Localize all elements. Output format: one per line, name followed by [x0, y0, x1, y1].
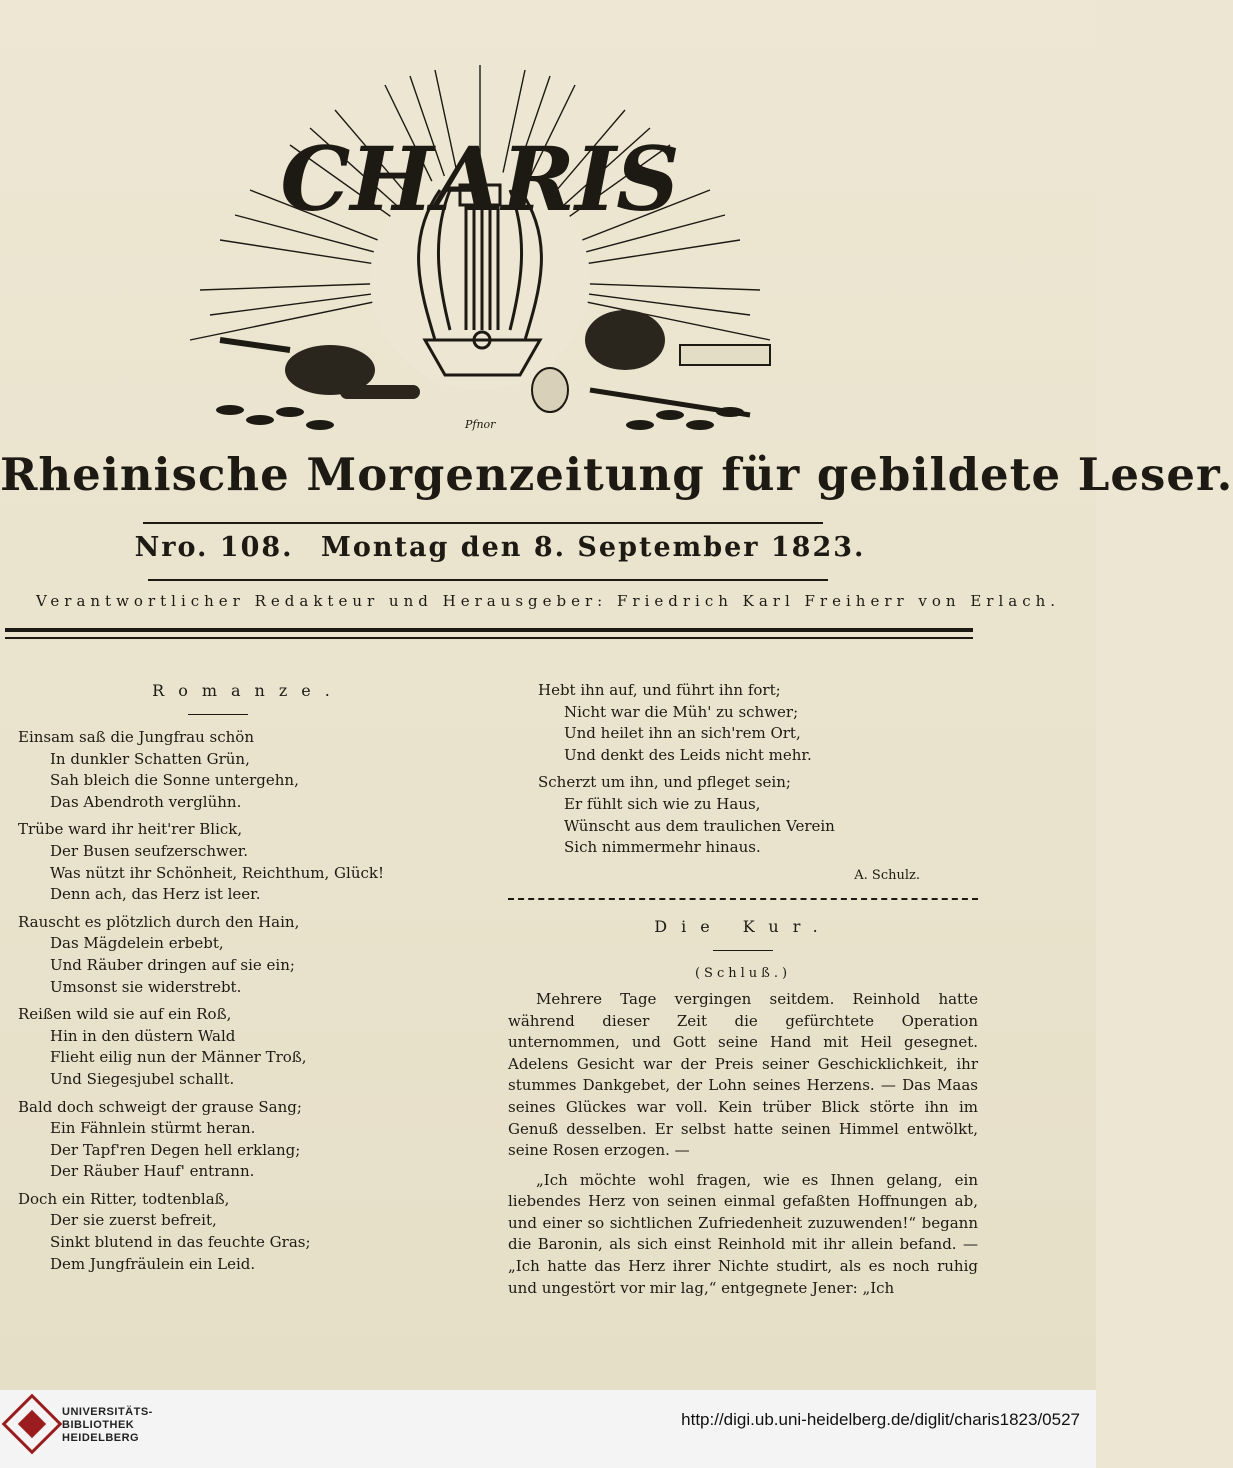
editor-line: Verantwortlicher Redakteur und Herausgeber: Friedrich Karl Freiherr von Erlach. — [35, 592, 1061, 610]
verse-line: Dem Jungfräulein ein Leid. — [50, 1254, 256, 1273]
verse-line: Trübe ward ihr heit'rer Blick, — [18, 820, 243, 839]
right-column — [508, 680, 978, 1307]
stanza — [18, 912, 478, 998]
verse-line: Das Abendroth verglühn. — [50, 792, 242, 811]
story-title: Die Kur. — [654, 917, 832, 937]
verse-line: Bald doch schweigt der grause Sang; — [18, 1097, 302, 1116]
verse-line: Wünscht aus dem traulichen Verein — [564, 816, 835, 835]
verse-line: Nicht war die Müh' zu schwer; — [564, 702, 799, 721]
stanza — [18, 1189, 478, 1275]
verse-line: Der Tapf'ren Degen hell erklang; — [50, 1140, 301, 1159]
verse-line: Hebt ihn auf, und führt ihn fort; — [538, 681, 781, 699]
verse-line: Doch ein Ritter, todtenblaß, — [18, 1189, 230, 1208]
verse-line: Sich nimmermehr hinaus. — [564, 838, 761, 857]
library-logo-icon — [10, 1402, 54, 1446]
library-name-line: BIBLIOTHEK — [62, 1419, 135, 1431]
verse-line: Sinkt blutend in das feuchte Gras; — [50, 1233, 311, 1252]
title-rule — [143, 522, 823, 524]
verse-line: Hin in den düstern Wald — [50, 1026, 236, 1045]
story-subtitle: (Schluß.) — [694, 966, 792, 982]
library-name-line: UNIVERSITÄTS- — [62, 1406, 153, 1418]
verse-line: Der Busen seufzerschwer. — [50, 841, 249, 860]
masthead-engraving — [150, 40, 810, 445]
verse-line: Der Räuber Hauf' entrann. — [50, 1162, 255, 1181]
source-url[interactable]: http://digi.ub.uni-heidelberg.de/diglit/charis1823/0527 — [681, 1410, 1080, 1429]
issue-date: Montag den 8. September 1823. — [320, 532, 866, 563]
verse-line: Rauscht es plötzlich durch den Hain, — [18, 912, 300, 931]
library-name — [62, 1406, 153, 1445]
poem-title: Romanze. — [152, 681, 344, 700]
story-paragraph — [508, 989, 978, 1162]
header-double-rule-bottom — [5, 637, 973, 639]
verse-line: Was nützt ihr Schönheit, Reichthum, Glück! — [50, 863, 384, 882]
verse-line: Einsam saß die Jungfrau schön — [18, 728, 254, 746]
paragraph-text: Mehrere Tage vergingen seitdem. Reinhold hatte während dieser Zeit die gefürchtete Operation unternommen, und Gott seine Hand mit Heil gesegnet. Adelens Gesicht war der Preis seiner Geschicklichkeit, ihr stummes Dankgebet, der Lohn seines Herzens. — Das Maas seines Glückes war voll. Kein trüber Blick störte ihn im Genuß desselben. Er selbst hatte seinen Himmel entwölkt, seine Rosen erzogen. — — [508, 989, 978, 1160]
engraver-signature: Pfnor — [465, 418, 496, 431]
stanza — [18, 819, 478, 905]
verse-line: Der sie zuerst befreit, — [50, 1211, 217, 1230]
stanza — [508, 680, 978, 766]
verse-line: Und Räuber dringen auf sie ein; — [50, 955, 295, 974]
verse-line: Und Siegesjubel schallt. — [50, 1069, 235, 1088]
verse-line: Reißen wild sie auf ein Roß, — [18, 1005, 232, 1024]
poem-title-rule — [188, 714, 248, 715]
paragraph-text: „Ich möchte wohl fragen, wie es Ihnen gelang, ein liebendes Herz von seinen einmal gefaßten Hoffnungen ab, und einer so sichtlichen Zufriedenheit zuzuwenden!“ begann die Baronin, als sich einst Reinhold mit ihr allein befand. — „Ich hatte das Herz ihrer Nichte studirt, als es noch ruhig und ungestört vor mir lag,“ entgegnete Jener: „Ich — [508, 1170, 978, 1297]
header-double-rule-top — [5, 628, 973, 632]
verse-line: Denn ach, das Herz ist leer. — [50, 885, 261, 904]
left-column — [18, 680, 478, 1281]
verse-line: Und denkt des Leids nicht mehr. — [564, 745, 812, 764]
section-divider — [508, 898, 978, 900]
verse-line: Und heilet ihn an sich'rem Ort, — [564, 724, 801, 743]
issue-line — [0, 532, 1000, 563]
verse-line: Umsonst sie widerstrebt. — [50, 977, 242, 996]
story-title-rule — [713, 950, 773, 951]
verse-line: Sah bleich die Sonne untergehn, — [50, 771, 299, 790]
stanza — [18, 727, 478, 813]
verse-line: Das Mägdelein erbebt, — [50, 934, 224, 953]
library-name-line: HEIDELBERG — [62, 1432, 140, 1444]
verse-line: Er fühlt sich wie zu Haus, — [564, 794, 761, 813]
verse-line: Ein Fähnlein stürmt heran. — [50, 1119, 256, 1138]
issue-rule — [148, 579, 828, 581]
issue-number: Nro. 108. — [134, 532, 294, 563]
verse-line: In dunkler Schatten Grün, — [50, 749, 250, 768]
verse-line: Scherzt um ihn, und pfleget sein; — [538, 773, 791, 792]
poem-author: A. Schulz. — [854, 867, 920, 883]
stanza — [18, 1097, 478, 1183]
newspaper-title: Rheinische Morgenzeitung für gebildete Leser. — [0, 448, 1233, 501]
stanza — [508, 772, 978, 858]
library-footer — [0, 1390, 1096, 1468]
story-paragraph — [508, 1170, 978, 1300]
verse-line: Flieht eilig nun der Männer Troß, — [50, 1048, 307, 1067]
stanza — [18, 1004, 478, 1090]
masthead-title: CHARIS — [280, 127, 680, 231]
